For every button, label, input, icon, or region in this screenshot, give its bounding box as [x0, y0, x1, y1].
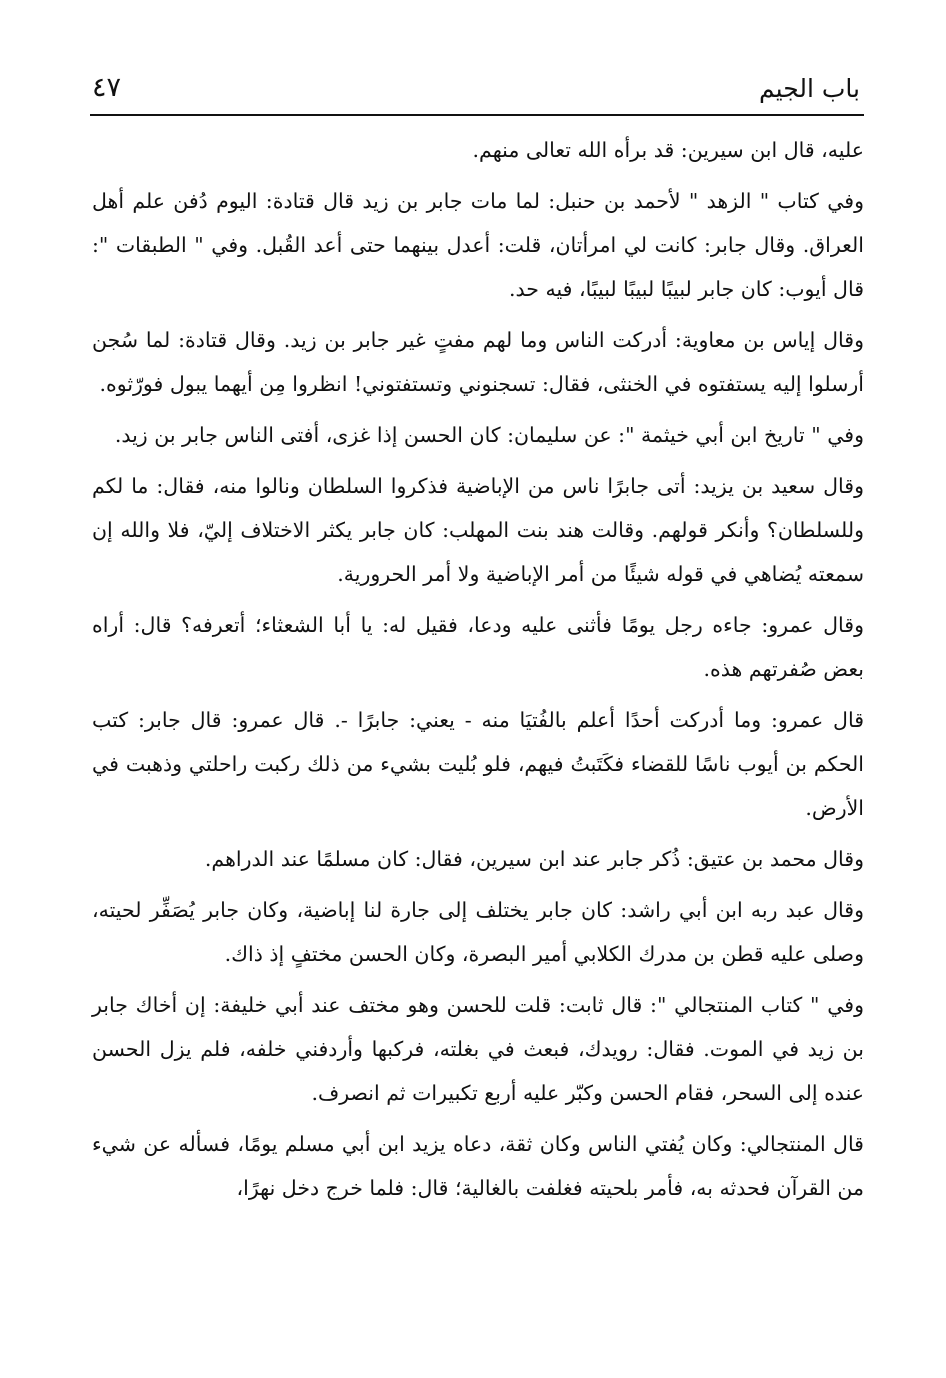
paragraph: وفي " كتاب المنتجالي ": قال ثابت: قلت للحسن وهو مختف عند أبي خليفة: إن أخاك جابر بن زيد في الموت. فقال: رويدك، فبعث في بغلته، فركبها وأردفني خلفه، فلم يزل الحسن عنده إلى السحر، فقام الحسن وكبّر عليه أربع تكبيرات ثم انصرف.	[92, 993, 864, 1105]
paragraph: وقال إياس بن معاوية: أدركت الناس وما لهم مفتٍ غير جابر بن زيد. وقال قتادة: لما سُجن أرسلوا إليه يستفتوه في الخنثى، فقال: تسجنوني وتستفتوني! انظروا مِن أيهما يبول فورّثوه.	[92, 328, 864, 396]
page-header	[90, 62, 864, 116]
paragraph: وقال محمد بن عتيق: ذُكر جابر عند ابن سيرين، فقال: كان مسلمًا عند الدراهم.	[204, 847, 864, 871]
paragraph: وقال عمرو: جاءه رجل يومًا فأثنى عليه ودعا، فقيل له: يا أبا الشعثاء؛ أتعرفه؟ قال: أراه بعض صُفرتهم هذه.	[92, 613, 864, 681]
paragraph: قال المنتجالي: وكان يُفتي الناس وكان ثقة، دعاه يزيد ابن أبي مسلم يومًا، فسأله عن شيء من القرآن فحدثه به، فأمر بلحيته فغلفت بالغالية؛ قال: فلما خرج دخل نهرًا،	[92, 1132, 864, 1200]
paragraph: وقال سعيد بن يزيد: أتى جابرًا ناس من الإباضية فذكروا السلطان ونالوا منه، فقال: ما لكم وللسلطان؟ وأنكر قولهم. وقالت هند بنت المهلب: كان جابر يكثر الاختلاف إليّ، فلا والله إن سمعته يُضاهي في قوله شيئًا من أمر الإباضية ولا أمر الحرورية.	[92, 474, 864, 586]
paragraph: عليه، قال ابن سيرين: قد برأه الله تعالى منهم.	[472, 138, 864, 162]
paragraph: وقال عبد ربه ابن أبي راشد: كان جابر يختلف إلى جارة لنا إباضية، وكان جابر يُصَفِّر لحيته، وصلى عليه قطن بن مدرك الكلابي أمير البصرة، وكان الحسن مختفٍ إذ ذاك.	[92, 898, 864, 966]
body-text	[92, 128, 864, 1217]
paragraph: قال عمرو: وما أدركت أحدًا أعلم بالفُتيَا منه - يعني: جابرًا -. قال عمرو: قال جابر: كتب الحكم بن أيوب ناسًا للقضاء فكَتَبتُ فيهم، فلو بُليت بشيء من ذلك ركبت راحلتي وذهبت في الأرض.	[92, 708, 864, 820]
paragraph: وفي كتاب " الزهد " لأحمد بن حنبل: لما مات جابر بن زيد قال قتادة: اليوم دُفن علم أهل العراق. وقال جابر: كانت لي امرأتان، قلت: أعدل بينهما حتى أعد القُبل. وفي " الطبقات ": قال أيوب: كان جابر لبيبًا لبيبًا لبيبًا، فيه حد.	[92, 189, 865, 301]
page-number: ٤٧	[92, 72, 122, 103]
paragraph: وفي " تاريخ ابن أبي خيثمة ": عن سليمان: كان الحسن إذا غزى، أفتى الناس جابر بن زيد.	[114, 423, 864, 447]
chapter-title: باب الجيم	[759, 74, 860, 103]
